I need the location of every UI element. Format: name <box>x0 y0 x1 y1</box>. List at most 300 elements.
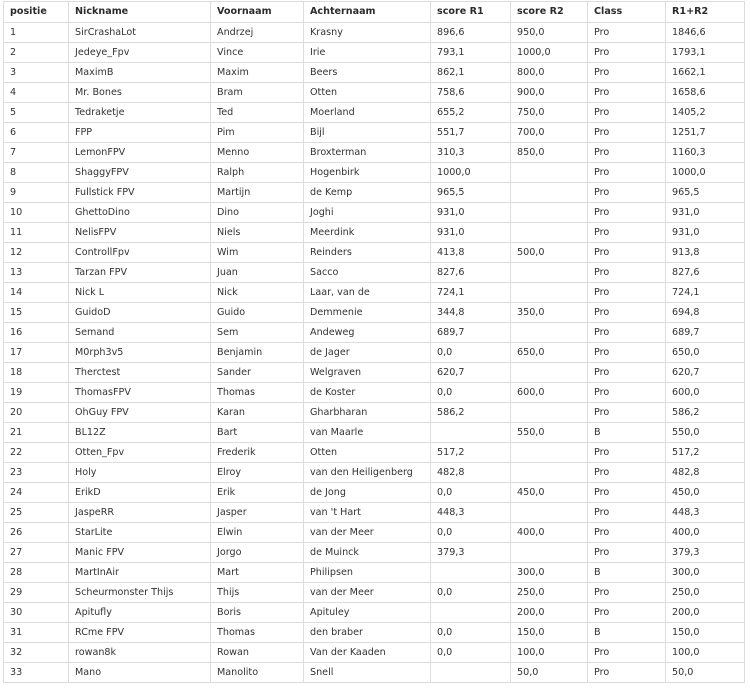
cell-voornaam: Erik <box>211 483 304 503</box>
cell-positie: 15 <box>4 303 69 323</box>
cell-voornaam: Mart <box>211 563 304 583</box>
cell-score-r1 <box>431 663 511 683</box>
cell-nickname: Therctest <box>69 363 211 383</box>
cell-positie: 26 <box>4 523 69 543</box>
cell-class: B <box>588 423 666 443</box>
cell-positie: 20 <box>4 403 69 423</box>
cell-achternaam: Otten <box>304 443 431 463</box>
cell-nickname: Jedeye_Fpv <box>69 43 211 63</box>
cell-class: Pro <box>588 643 666 663</box>
table-row <box>4 143 745 163</box>
cell-r1-r2: 1405,2 <box>666 103 745 123</box>
cell-score-r1: 655,2 <box>431 103 511 123</box>
cell-voornaam: Dino <box>211 203 304 223</box>
cell-nickname: ErikD <box>69 483 211 503</box>
cell-voornaam: Wim <box>211 243 304 263</box>
header-score-r2: score R2 <box>511 2 588 23</box>
table-row <box>4 43 745 63</box>
header-positie: positie <box>4 2 69 23</box>
cell-voornaam: Thijs <box>211 583 304 603</box>
cell-positie: 18 <box>4 363 69 383</box>
cell-voornaam: Benjamin <box>211 343 304 363</box>
cell-r1-r2: 694,8 <box>666 303 745 323</box>
header-nickname: Nickname <box>69 2 211 23</box>
cell-score-r1: 551,7 <box>431 123 511 143</box>
cell-positie: 27 <box>4 543 69 563</box>
cell-class: Pro <box>588 323 666 343</box>
cell-r1-r2: 724,1 <box>666 283 745 303</box>
cell-positie: 13 <box>4 263 69 283</box>
cell-r1-r2: 1662,1 <box>666 63 745 83</box>
cell-nickname: Holy <box>69 463 211 483</box>
cell-positie: 9 <box>4 183 69 203</box>
cell-score-r2: 850,0 <box>511 143 588 163</box>
cell-nickname: JaspeRR <box>69 503 211 523</box>
cell-nickname: BL12Z <box>69 423 211 443</box>
cell-voornaam: Bart <box>211 423 304 443</box>
cell-achternaam: van den Heiligenberg <box>304 463 431 483</box>
cell-score-r2 <box>511 203 588 223</box>
cell-voornaam: Pim <box>211 123 304 143</box>
cell-achternaam: de Kemp <box>304 183 431 203</box>
cell-voornaam: Karan <box>211 403 304 423</box>
cell-r1-r2: 379,3 <box>666 543 745 563</box>
cell-positie: 7 <box>4 143 69 163</box>
cell-achternaam: de Jong <box>304 483 431 503</box>
cell-score-r1: 482,8 <box>431 463 511 483</box>
cell-score-r2: 350,0 <box>511 303 588 323</box>
cell-nickname: ThomasFPV <box>69 383 211 403</box>
cell-voornaam: Jorgo <box>211 543 304 563</box>
cell-r1-r2: 586,2 <box>666 403 745 423</box>
table-row <box>4 403 745 423</box>
cell-class: Pro <box>588 483 666 503</box>
cell-r1-r2: 400,0 <box>666 523 745 543</box>
cell-score-r1: 0,0 <box>431 383 511 403</box>
cell-score-r2: 550,0 <box>511 423 588 443</box>
cell-class: Pro <box>588 303 666 323</box>
cell-score-r1: 1000,0 <box>431 163 511 183</box>
cell-voornaam: Martijn <box>211 183 304 203</box>
cell-score-r1: 517,2 <box>431 443 511 463</box>
cell-achternaam: Hogenbirk <box>304 163 431 183</box>
cell-achternaam: Otten <box>304 83 431 103</box>
cell-score-r2 <box>511 183 588 203</box>
table-row <box>4 383 745 403</box>
cell-positie: 29 <box>4 583 69 603</box>
cell-r1-r2: 1846,6 <box>666 23 745 43</box>
cell-r1-r2: 300,0 <box>666 563 745 583</box>
cell-class: Pro <box>588 243 666 263</box>
cell-score-r2: 950,0 <box>511 23 588 43</box>
cell-achternaam: Snell <box>304 663 431 683</box>
table-row <box>4 343 745 363</box>
cell-score-r2: 700,0 <box>511 123 588 143</box>
cell-voornaam: Ted <box>211 103 304 123</box>
cell-class: Pro <box>588 163 666 183</box>
cell-score-r2: 400,0 <box>511 523 588 543</box>
cell-nickname: GhettoDino <box>69 203 211 223</box>
cell-score-r1: 586,2 <box>431 403 511 423</box>
cell-score-r1: 931,0 <box>431 223 511 243</box>
table-row <box>4 423 745 443</box>
cell-voornaam: Thomas <box>211 383 304 403</box>
cell-nickname: Nick L <box>69 283 211 303</box>
table-row <box>4 363 745 383</box>
cell-r1-r2: 150,0 <box>666 623 745 643</box>
cell-positie: 23 <box>4 463 69 483</box>
table-row <box>4 123 745 143</box>
cell-achternaam: van der Meer <box>304 523 431 543</box>
cell-r1-r2: 200,0 <box>666 603 745 623</box>
cell-score-r2: 50,0 <box>511 663 588 683</box>
cell-score-r1 <box>431 603 511 623</box>
results-table <box>3 1 745 683</box>
cell-nickname: GuidoD <box>69 303 211 323</box>
cell-r1-r2: 965,5 <box>666 183 745 203</box>
cell-nickname: SirCrashaLot <box>69 23 211 43</box>
cell-positie: 19 <box>4 383 69 403</box>
table-row <box>4 103 745 123</box>
cell-class: Pro <box>588 283 666 303</box>
cell-positie: 33 <box>4 663 69 683</box>
cell-voornaam: Boris <box>211 603 304 623</box>
cell-achternaam: Laar, van de <box>304 283 431 303</box>
table-row <box>4 323 745 343</box>
cell-achternaam: Broxterman <box>304 143 431 163</box>
cell-achternaam: de Koster <box>304 383 431 403</box>
table-row <box>4 623 745 643</box>
cell-achternaam: van Maarle <box>304 423 431 443</box>
cell-score-r1: 448,3 <box>431 503 511 523</box>
table-row <box>4 563 745 583</box>
cell-r1-r2: 931,0 <box>666 223 745 243</box>
cell-nickname: ShaggyFPV <box>69 163 211 183</box>
cell-positie: 3 <box>4 63 69 83</box>
cell-class: Pro <box>588 43 666 63</box>
cell-positie: 30 <box>4 603 69 623</box>
cell-score-r2: 800,0 <box>511 63 588 83</box>
cell-class: Pro <box>588 223 666 243</box>
cell-achternaam: Van der Kaaden <box>304 643 431 663</box>
cell-nickname: OhGuy FPV <box>69 403 211 423</box>
cell-score-r1: 896,6 <box>431 23 511 43</box>
cell-score-r1 <box>431 423 511 443</box>
cell-score-r2 <box>511 163 588 183</box>
cell-r1-r2: 913,8 <box>666 243 745 263</box>
cell-score-r1: 0,0 <box>431 583 511 603</box>
table-row <box>4 263 745 283</box>
cell-score-r2 <box>511 263 588 283</box>
cell-voornaam: Nick <box>211 283 304 303</box>
cell-positie: 2 <box>4 43 69 63</box>
cell-score-r2: 750,0 <box>511 103 588 123</box>
cell-nickname: rowan8k <box>69 643 211 663</box>
cell-achternaam: Beers <box>304 63 431 83</box>
cell-nickname: Otten_Fpv <box>69 443 211 463</box>
cell-score-r2 <box>511 323 588 343</box>
cell-class: B <box>588 623 666 643</box>
table-row <box>4 223 745 243</box>
cell-nickname: Mano <box>69 663 211 683</box>
cell-score-r2 <box>511 443 588 463</box>
cell-class: Pro <box>588 603 666 623</box>
cell-achternaam: de Jager <box>304 343 431 363</box>
cell-score-r1: 413,8 <box>431 243 511 263</box>
cell-voornaam: Jasper <box>211 503 304 523</box>
cell-score-r1: 793,1 <box>431 43 511 63</box>
cell-score-r1: 965,5 <box>431 183 511 203</box>
cell-score-r1: 931,0 <box>431 203 511 223</box>
cell-positie: 11 <box>4 223 69 243</box>
cell-class: B <box>588 563 666 583</box>
table-row <box>4 543 745 563</box>
cell-class: Pro <box>588 443 666 463</box>
table-row <box>4 643 745 663</box>
cell-r1-r2: 1160,3 <box>666 143 745 163</box>
cell-r1-r2: 931,0 <box>666 203 745 223</box>
cell-score-r1: 0,0 <box>431 643 511 663</box>
cell-achternaam: Philipsen <box>304 563 431 583</box>
cell-achternaam: Welgraven <box>304 363 431 383</box>
table-row <box>4 183 745 203</box>
cell-achternaam: van der Meer <box>304 583 431 603</box>
cell-r1-r2: 1000,0 <box>666 163 745 183</box>
cell-r1-r2: 827,6 <box>666 263 745 283</box>
cell-positie: 22 <box>4 443 69 463</box>
cell-nickname: ControllFpv <box>69 243 211 263</box>
cell-class: Pro <box>588 583 666 603</box>
cell-r1-r2: 517,2 <box>666 443 745 463</box>
cell-score-r1: 827,6 <box>431 263 511 283</box>
cell-voornaam: Vince <box>211 43 304 63</box>
header-voornaam: Voornaam <box>211 2 304 23</box>
cell-voornaam: Elroy <box>211 463 304 483</box>
cell-r1-r2: 1658,6 <box>666 83 745 103</box>
cell-voornaam: Juan <box>211 263 304 283</box>
cell-score-r1: 0,0 <box>431 343 511 363</box>
cell-score-r1: 379,3 <box>431 543 511 563</box>
table-row <box>4 23 745 43</box>
table-row <box>4 483 745 503</box>
cell-class: Pro <box>588 203 666 223</box>
cell-class: Pro <box>588 503 666 523</box>
cell-positie: 21 <box>4 423 69 443</box>
cell-score-r2 <box>511 223 588 243</box>
cell-nickname: Fullstick FPV <box>69 183 211 203</box>
cell-achternaam: Bijl <box>304 123 431 143</box>
cell-voornaam: Maxim <box>211 63 304 83</box>
cell-voornaam: Thomas <box>211 623 304 643</box>
cell-score-r1: 0,0 <box>431 623 511 643</box>
cell-nickname: Mr. Bones <box>69 83 211 103</box>
cell-class: Pro <box>588 263 666 283</box>
cell-score-r2 <box>511 543 588 563</box>
cell-score-r1: 620,7 <box>431 363 511 383</box>
cell-voornaam: Andrzej <box>211 23 304 43</box>
cell-class: Pro <box>588 23 666 43</box>
cell-voornaam: Manolito <box>211 663 304 683</box>
cell-score-r2: 450,0 <box>511 483 588 503</box>
cell-nickname: LemonFPV <box>69 143 211 163</box>
table-row <box>4 523 745 543</box>
header-row <box>4 2 745 23</box>
cell-positie: 6 <box>4 123 69 143</box>
cell-achternaam: Irie <box>304 43 431 63</box>
cell-score-r2 <box>511 363 588 383</box>
cell-nickname: FPP <box>69 123 211 143</box>
cell-nickname: Tarzan FPV <box>69 263 211 283</box>
table-row <box>4 283 745 303</box>
cell-class: Pro <box>588 183 666 203</box>
table-row <box>4 303 745 323</box>
cell-score-r2: 100,0 <box>511 643 588 663</box>
cell-class: Pro <box>588 383 666 403</box>
cell-positie: 31 <box>4 623 69 643</box>
cell-achternaam: Demmenie <box>304 303 431 323</box>
cell-achternaam: de Muinck <box>304 543 431 563</box>
cell-r1-r2: 550,0 <box>666 423 745 443</box>
cell-achternaam: Joghi <box>304 203 431 223</box>
cell-achternaam: Gharbharan <box>304 403 431 423</box>
cell-nickname: Tedraketje <box>69 103 211 123</box>
table-row <box>4 603 745 623</box>
cell-r1-r2: 250,0 <box>666 583 745 603</box>
cell-r1-r2: 50,0 <box>666 663 745 683</box>
cell-r1-r2: 448,3 <box>666 503 745 523</box>
table-row <box>4 503 745 523</box>
cell-r1-r2: 650,0 <box>666 343 745 363</box>
cell-nickname: Apitufly <box>69 603 211 623</box>
cell-r1-r2: 1251,7 <box>666 123 745 143</box>
cell-nickname: M0rph3v5 <box>69 343 211 363</box>
cell-positie: 16 <box>4 323 69 343</box>
cell-positie: 5 <box>4 103 69 123</box>
cell-class: Pro <box>588 403 666 423</box>
cell-positie: 14 <box>4 283 69 303</box>
cell-score-r2: 200,0 <box>511 603 588 623</box>
cell-class: Pro <box>588 143 666 163</box>
cell-achternaam: Moerland <box>304 103 431 123</box>
table-row <box>4 583 745 603</box>
cell-voornaam: Niels <box>211 223 304 243</box>
cell-score-r1: 310,3 <box>431 143 511 163</box>
cell-class: Pro <box>588 363 666 383</box>
cell-nickname: StarLite <box>69 523 211 543</box>
cell-score-r1: 344,8 <box>431 303 511 323</box>
table-row <box>4 463 745 483</box>
cell-class: Pro <box>588 123 666 143</box>
cell-score-r2: 650,0 <box>511 343 588 363</box>
cell-score-r2 <box>511 283 588 303</box>
cell-score-r2: 150,0 <box>511 623 588 643</box>
header-class: Class <box>588 2 666 23</box>
cell-class: Pro <box>588 463 666 483</box>
cell-voornaam: Ralph <box>211 163 304 183</box>
table-row <box>4 443 745 463</box>
cell-achternaam: Reinders <box>304 243 431 263</box>
cell-score-r2: 500,0 <box>511 243 588 263</box>
cell-achternaam: Apituley <box>304 603 431 623</box>
cell-class: Pro <box>588 63 666 83</box>
cell-class: Pro <box>588 523 666 543</box>
cell-achternaam: Sacco <box>304 263 431 283</box>
cell-score-r2: 300,0 <box>511 563 588 583</box>
cell-voornaam: Menno <box>211 143 304 163</box>
cell-score-r2: 600,0 <box>511 383 588 403</box>
cell-voornaam: Rowan <box>211 643 304 663</box>
cell-score-r2 <box>511 503 588 523</box>
cell-nickname: Semand <box>69 323 211 343</box>
cell-r1-r2: 450,0 <box>666 483 745 503</box>
header-score-r1: score R1 <box>431 2 511 23</box>
cell-r1-r2: 620,7 <box>666 363 745 383</box>
cell-positie: 24 <box>4 483 69 503</box>
table-row <box>4 163 745 183</box>
cell-positie: 28 <box>4 563 69 583</box>
cell-achternaam: Meerdink <box>304 223 431 243</box>
header-achternaam: Achternaam <box>304 2 431 23</box>
cell-r1-r2: 1793,1 <box>666 43 745 63</box>
cell-score-r2: 1000,0 <box>511 43 588 63</box>
cell-voornaam: Sem <box>211 323 304 343</box>
cell-nickname: MartInAir <box>69 563 211 583</box>
cell-positie: 10 <box>4 203 69 223</box>
cell-r1-r2: 482,8 <box>666 463 745 483</box>
cell-positie: 17 <box>4 343 69 363</box>
cell-nickname: Manic FPV <box>69 543 211 563</box>
cell-nickname: RCme FPV <box>69 623 211 643</box>
cell-class: Pro <box>588 663 666 683</box>
cell-achternaam: Krasny <box>304 23 431 43</box>
cell-positie: 25 <box>4 503 69 523</box>
cell-voornaam: Frederik <box>211 443 304 463</box>
cell-voornaam: Bram <box>211 83 304 103</box>
cell-r1-r2: 100,0 <box>666 643 745 663</box>
cell-score-r1: 862,1 <box>431 63 511 83</box>
cell-score-r1 <box>431 563 511 583</box>
cell-positie: 12 <box>4 243 69 263</box>
table-row <box>4 83 745 103</box>
cell-achternaam: Andeweg <box>304 323 431 343</box>
table-body <box>4 23 745 683</box>
cell-achternaam: van 't Hart <box>304 503 431 523</box>
cell-class: Pro <box>588 343 666 363</box>
table-row <box>4 243 745 263</box>
cell-r1-r2: 689,7 <box>666 323 745 343</box>
header-r1-r2: R1+R2 <box>666 2 745 23</box>
cell-achternaam: den braber <box>304 623 431 643</box>
table-row <box>4 663 745 683</box>
cell-score-r1: 0,0 <box>431 523 511 543</box>
cell-positie: 1 <box>4 23 69 43</box>
cell-score-r2 <box>511 403 588 423</box>
cell-score-r1: 724,1 <box>431 283 511 303</box>
cell-r1-r2: 600,0 <box>666 383 745 403</box>
table-row <box>4 203 745 223</box>
cell-class: Pro <box>588 543 666 563</box>
cell-score-r1: 689,7 <box>431 323 511 343</box>
cell-voornaam: Sander <box>211 363 304 383</box>
cell-positie: 4 <box>4 83 69 103</box>
cell-class: Pro <box>588 83 666 103</box>
cell-score-r2: 250,0 <box>511 583 588 603</box>
cell-nickname: NelisFPV <box>69 223 211 243</box>
cell-nickname: MaximB <box>69 63 211 83</box>
cell-score-r1: 0,0 <box>431 483 511 503</box>
cell-positie: 8 <box>4 163 69 183</box>
cell-class: Pro <box>588 103 666 123</box>
